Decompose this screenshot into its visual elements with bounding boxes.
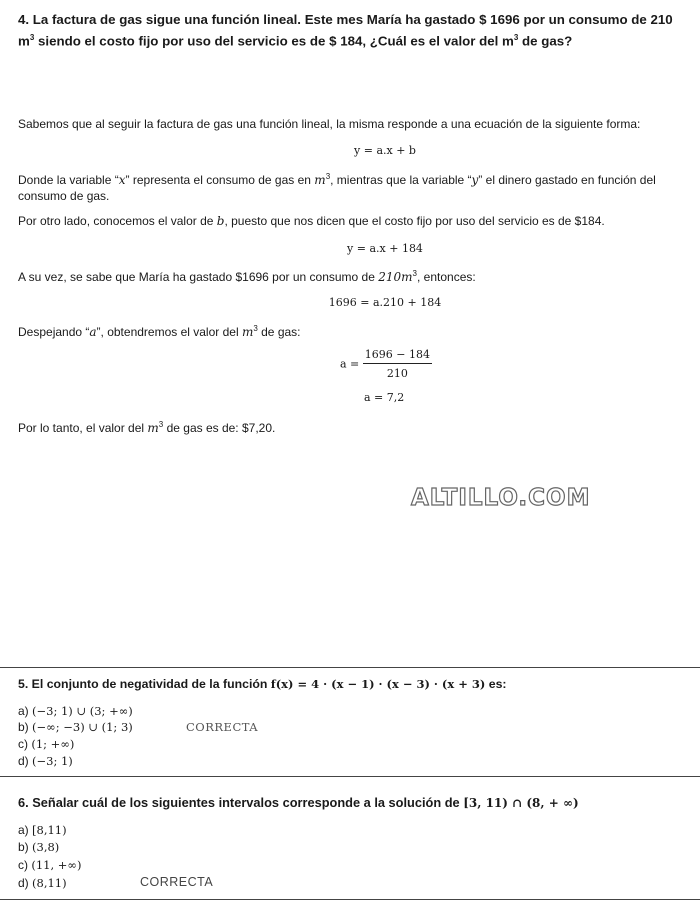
- function-expression: f(x) = 4 · (x − 1) · (x − 3) · (x + 3): [270, 677, 486, 691]
- divider: [0, 899, 700, 900]
- option-value: (3,8): [32, 840, 60, 854]
- option-value: (−3; 1) ∪ (3; +∞): [32, 704, 133, 718]
- interval-expression: [3, 11) ∩ (8, + ∞): [463, 796, 579, 810]
- equation-general: y = a.x + b: [354, 144, 416, 157]
- q4-paragraph-2: [18, 169, 694, 204]
- option-label: d): [18, 876, 29, 890]
- superscript: 3: [158, 420, 164, 429]
- math-var: y: [471, 173, 479, 187]
- q4-paragraph-1: Sabemos que al seguir la factura de gas una función lineal, la misma responde a una ecuación de la siguiente forma:: [18, 117, 641, 131]
- q4-paragraph-5: [18, 321, 688, 340]
- text: , puesto que nos dicen que el costo fijo por uso del servicio es de $184.: [224, 214, 605, 228]
- text: Por lo tanto, el valor del: [18, 421, 148, 435]
- q4-title-part2: siendo el costo fijo por uso del servicio es de $ 184, ¿Cuál es el valor del m: [34, 33, 514, 49]
- math-var: m: [241, 325, 254, 339]
- q6-option-b: [18, 839, 59, 856]
- fraction-numerator: 1696 − 184: [363, 348, 432, 364]
- text: , entonces:: [417, 270, 476, 284]
- option-label: c): [18, 737, 28, 751]
- option-label: b): [18, 720, 29, 734]
- option-value: (1; +∞): [31, 737, 75, 751]
- option-label: d): [18, 754, 29, 768]
- option-value: [8,11): [32, 823, 67, 837]
- text: , mientras que la variable “: [330, 173, 472, 187]
- option-value: (−∞; −3) ∪ (1; 3): [32, 720, 133, 734]
- math-var: x: [118, 173, 126, 187]
- text: Donde la variable “: [18, 173, 119, 187]
- math-var: m: [147, 421, 159, 435]
- fraction-denominator: 210: [386, 367, 408, 380]
- superscript: 3: [513, 33, 519, 42]
- text: es:: [485, 677, 507, 691]
- fraction: [363, 348, 432, 380]
- math-var: b: [216, 214, 225, 228]
- text: 6. Señalar cuál de los siguientes intervalos corresponde a la solución de: [18, 795, 464, 810]
- q6-correct-marker: CORRECTA: [140, 875, 214, 889]
- q5-correct-marker: CORRECTA: [186, 720, 259, 734]
- equation-with-fixed-cost: y = a.x + 184: [347, 242, 423, 255]
- q6-option-d: [18, 875, 67, 892]
- q4-title-part1: 4. La factura de gas sigue una función lineal. Este mes María ha gastado $ 1696 por un consumo de 210 m: [18, 12, 673, 49]
- option-label: a): [18, 704, 29, 718]
- text: de gas es de: $7,20.: [163, 421, 276, 435]
- equation-fraction: [340, 348, 432, 380]
- option-label: c): [18, 858, 28, 872]
- superscript: 3: [29, 33, 35, 42]
- text: de gas:: [257, 325, 301, 339]
- option-value: (−3; 1): [32, 754, 73, 768]
- text: Despejando “: [18, 325, 90, 339]
- q5-title: [18, 675, 507, 693]
- q4-paragraph-3: [18, 213, 688, 229]
- divider: [0, 667, 700, 668]
- q4-title-part3: de gas?: [518, 33, 573, 49]
- text: Por otro lado, conocemos el valor de: [18, 214, 217, 228]
- q5-option-d: [18, 753, 73, 770]
- q5-option-b: [18, 719, 133, 736]
- equation-result: a = 7,2: [364, 391, 405, 404]
- text: ” representa el consumo de gas en: [125, 173, 315, 187]
- option-value: (11, +∞): [31, 858, 82, 872]
- q5-option-a: [18, 703, 133, 720]
- math-var: m: [314, 173, 326, 187]
- fraction-lhs: a =: [340, 357, 360, 371]
- q5-option-c: [18, 736, 74, 753]
- q6-title: [18, 794, 579, 812]
- option-label: a): [18, 823, 29, 837]
- superscript: 3: [412, 269, 417, 278]
- q4-conclusion: [18, 417, 688, 436]
- watermark-logo: ALTILLO.COM: [411, 485, 591, 511]
- q6-option-a: [18, 822, 67, 839]
- q4-paragraph-4: [18, 266, 688, 285]
- math-var: 210m: [378, 270, 413, 284]
- option-value: (8,11): [32, 876, 67, 890]
- text: A su vez, se sabe que María ha gastado $1696 por un consumo de: [18, 270, 379, 284]
- equation-substituted: 1696 = a.210 + 184: [328, 296, 442, 309]
- superscript: 3: [253, 324, 258, 333]
- superscript: 3: [325, 172, 331, 181]
- text: 5. El conjunto de negatividad de la función: [18, 677, 271, 691]
- q4-title: [18, 11, 688, 50]
- math-var: a: [89, 325, 97, 339]
- option-label: b): [18, 840, 29, 854]
- text: ”, obtendremos el valor del: [96, 325, 242, 339]
- divider: [0, 776, 700, 777]
- q6-option-c: [18, 857, 81, 874]
- text: ” el dinero gastado en función del consumo de gas.: [18, 173, 656, 203]
